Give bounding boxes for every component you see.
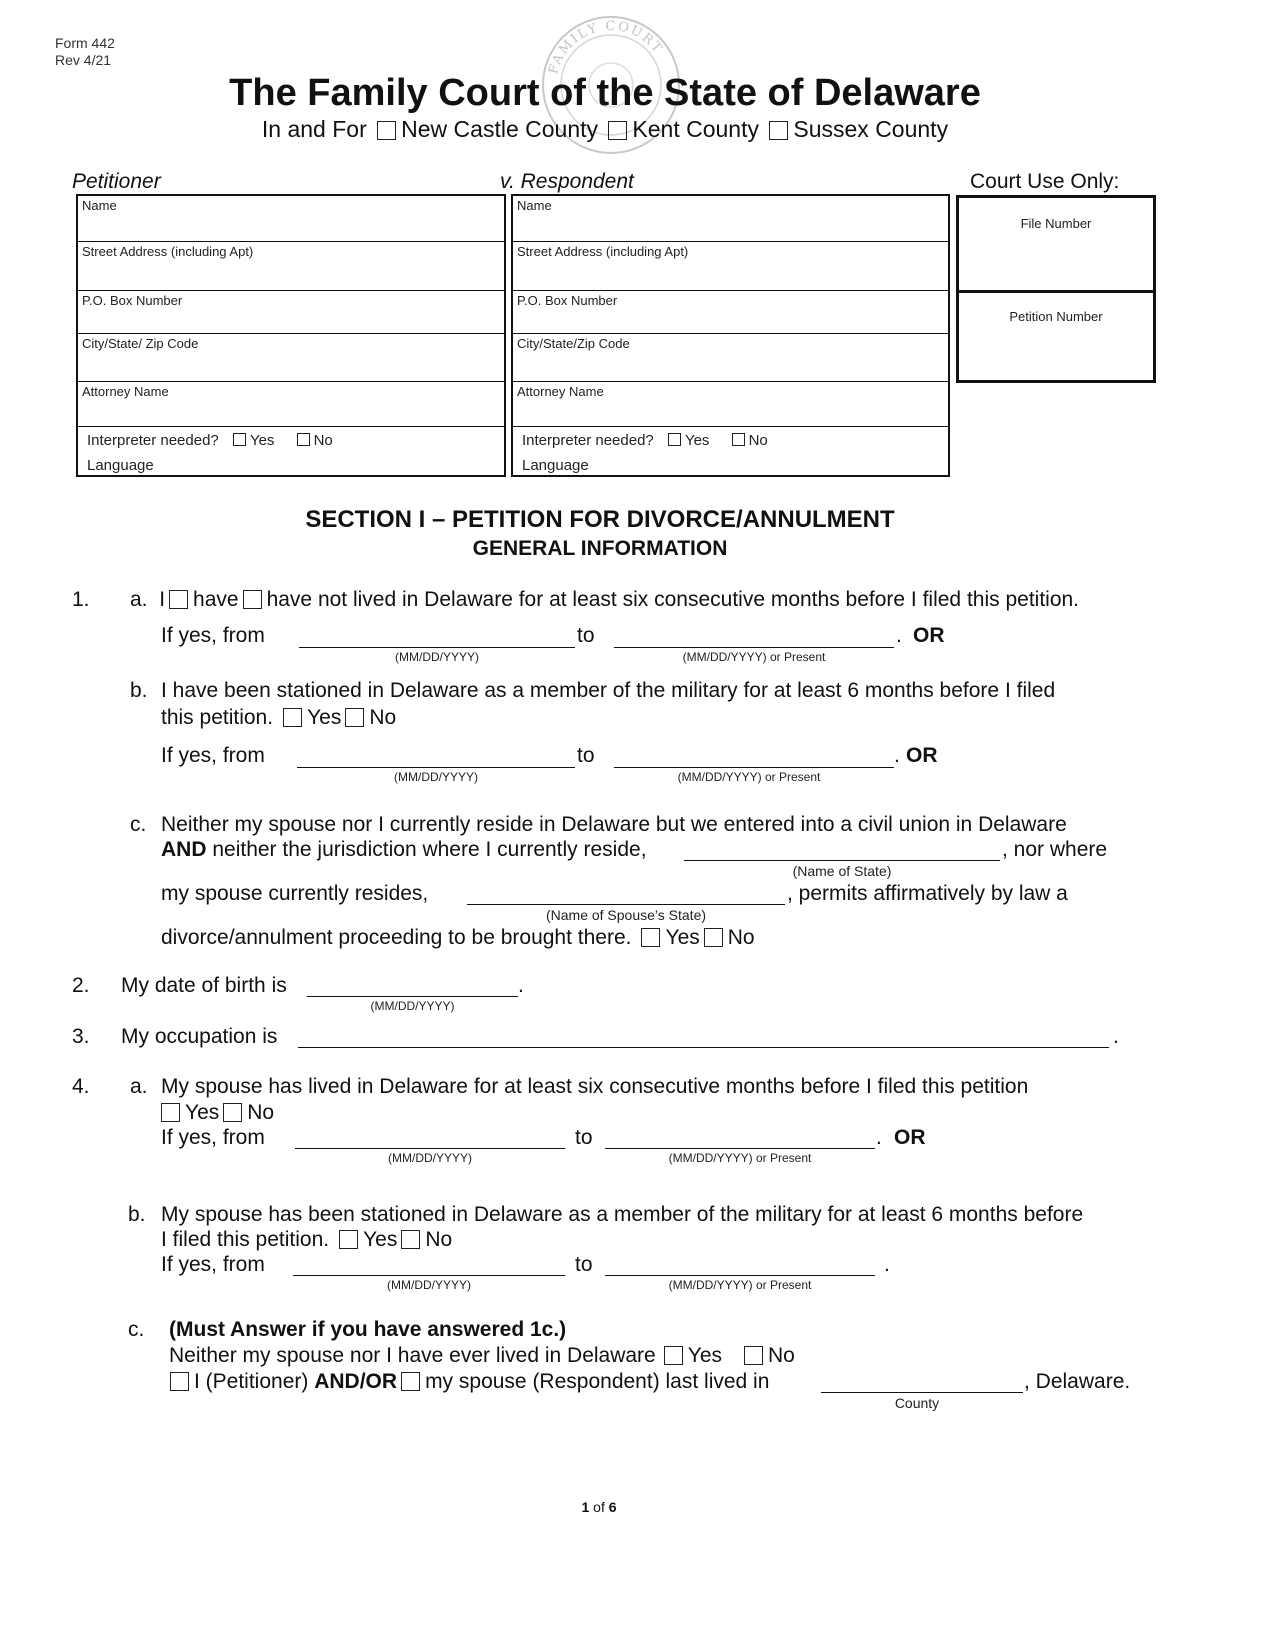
q1b-line2-text: this petition. bbox=[161, 706, 274, 729]
page-number bbox=[0, 1499, 1198, 1515]
field-label: Attorney Name bbox=[517, 384, 604, 399]
q4a-letter: a. bbox=[130, 1075, 148, 1098]
q4c-line2 bbox=[169, 1344, 795, 1368]
q1a-from-date-field[interactable] bbox=[299, 647, 575, 648]
q4b-line1: My spouse has been stationed in Delaware as a member of the military for at least 6 months before bbox=[161, 1203, 1084, 1226]
respondent-name-field[interactable] bbox=[513, 196, 948, 242]
and-bold: AND bbox=[161, 838, 207, 861]
section-subtitle: GENERAL INFORMATION bbox=[472, 537, 728, 560]
interpreter-label: Interpreter needed? bbox=[522, 432, 654, 449]
q1a-text bbox=[130, 588, 1079, 612]
q1c-letter: c. bbox=[130, 813, 147, 836]
yes-label: Yes bbox=[665, 926, 700, 949]
page-of: of bbox=[593, 1499, 605, 1515]
spouse-state-hint: (Name of Spouse’s State) bbox=[545, 907, 707, 923]
yes-label: Yes bbox=[307, 706, 342, 729]
petition-number-field[interactable] bbox=[959, 293, 1153, 380]
no-label: No bbox=[727, 926, 755, 949]
petitioner-interpreter-row bbox=[78, 427, 504, 475]
field-label: P.O. Box Number bbox=[82, 293, 183, 308]
respondent-attorney-field[interactable] bbox=[513, 382, 948, 427]
andor-bold: AND/OR bbox=[314, 1370, 398, 1393]
date-hint: (MM/DD/YYYY) bbox=[388, 1151, 472, 1165]
yes-label: Yes bbox=[684, 432, 710, 449]
q4b-yes-checkbox[interactable] bbox=[339, 1230, 358, 1249]
state-hint: (Name of State) bbox=[792, 863, 892, 879]
field-label: Attorney Name bbox=[82, 384, 169, 399]
petitioner-box bbox=[76, 194, 506, 477]
yes-label: Yes bbox=[363, 1228, 398, 1251]
q3-text: My occupation is bbox=[121, 1025, 278, 1048]
petitioner-street-field[interactable] bbox=[78, 242, 504, 291]
respondent-pobox-field[interactable] bbox=[513, 291, 948, 334]
q1c-line2 bbox=[161, 838, 647, 862]
date-present-hint: (MM/DD/YYYY) or Present bbox=[682, 650, 826, 664]
respondent-interpreter-row bbox=[513, 427, 948, 475]
q1b-letter: b. bbox=[130, 679, 148, 702]
date-present-hint: (MM/DD/YYYY) or Present bbox=[677, 770, 821, 784]
q4a-from-date-field[interactable] bbox=[295, 1148, 565, 1149]
q4b-to-date-field[interactable] bbox=[605, 1275, 875, 1276]
field-label: Name bbox=[517, 198, 552, 213]
county-selector bbox=[0, 116, 1210, 143]
period: . bbox=[896, 624, 902, 647]
date-hint: (MM/DD/YYYY) bbox=[394, 770, 478, 784]
petitioner-pobox-field[interactable] bbox=[78, 291, 504, 334]
language-field[interactable] bbox=[522, 457, 589, 474]
q4a-text: My spouse has lived in Delaware for at least six consecutive months before I filed this petition bbox=[161, 1075, 1029, 1098]
no-label: No bbox=[425, 1228, 453, 1251]
q4a-to-date-field[interactable] bbox=[605, 1148, 875, 1149]
yes-label: Yes bbox=[185, 1101, 220, 1124]
county-hint: County bbox=[894, 1395, 940, 1411]
period: . bbox=[894, 744, 900, 767]
section-title: SECTION I – PETITION FOR DIVORCE/ANNULMENT bbox=[305, 506, 895, 533]
date-hint: (MM/DD/YYYY) bbox=[395, 650, 479, 664]
period: . bbox=[876, 1126, 882, 1149]
q1c-line4-text: divorce/annulment proceeding to be brought there. bbox=[161, 926, 632, 949]
q4c-no-checkbox[interactable] bbox=[744, 1346, 763, 1365]
q1c-spouse-state-field[interactable] bbox=[467, 904, 785, 905]
q4b-line2-text: I filed this petition. bbox=[161, 1228, 330, 1251]
q1c-line2-end: , nor where bbox=[1002, 838, 1108, 861]
q1b-line1: I have been stationed in Delaware as a member of the military for at least 6 months before I filed bbox=[161, 679, 1056, 702]
period: . bbox=[518, 974, 524, 997]
petitioner-city-field[interactable] bbox=[78, 334, 504, 382]
or-label: OR bbox=[906, 744, 938, 767]
q4b-if-yes-label: If yes, from bbox=[161, 1253, 265, 1276]
petitioner-name-field[interactable] bbox=[78, 196, 504, 242]
in-and-for-label: In and For bbox=[261, 116, 367, 142]
field-label: City/State/ Zip Code bbox=[82, 336, 199, 351]
q2-number: 2. bbox=[72, 974, 90, 997]
to-label: to bbox=[577, 744, 595, 767]
dob-field[interactable] bbox=[307, 996, 518, 997]
q4-number: 4. bbox=[72, 1075, 90, 1098]
q4b-letter: b. bbox=[128, 1203, 146, 1226]
q1b-from-date-field[interactable] bbox=[297, 767, 575, 768]
q1c-line2-text: neither the jurisdiction where I currently reside, bbox=[212, 838, 647, 861]
q1a-if-yes-label: If yes, from bbox=[161, 624, 265, 647]
or-label: OR bbox=[913, 624, 945, 647]
q4b-line2 bbox=[161, 1228, 452, 1252]
court-use-box bbox=[956, 195, 1156, 383]
interpreter-label: Interpreter needed? bbox=[87, 432, 219, 449]
q1c-yes-checkbox[interactable] bbox=[641, 928, 660, 947]
q1b-if-yes-label: If yes, from bbox=[161, 744, 265, 767]
q1a-have-checkbox[interactable] bbox=[169, 590, 188, 609]
q4a-if-yes-label: If yes, from bbox=[161, 1126, 265, 1149]
no-label: No bbox=[768, 1344, 795, 1367]
form-number: Form 442 bbox=[55, 35, 115, 51]
q3-number: 3. bbox=[72, 1025, 90, 1048]
q1a-to-date-field[interactable] bbox=[614, 647, 894, 648]
q1-number: 1. bbox=[72, 588, 90, 611]
respondent-box bbox=[511, 194, 950, 477]
q1b-to-date-field[interactable] bbox=[614, 767, 894, 768]
q4a-yes-no bbox=[157, 1101, 274, 1125]
no-label: No bbox=[313, 432, 333, 449]
q4b-from-date-field[interactable] bbox=[293, 1275, 565, 1276]
to-label: to bbox=[577, 624, 595, 647]
form-revision: Rev 4/21 bbox=[55, 52, 112, 68]
period: . bbox=[884, 1253, 890, 1276]
interpreter-no-checkbox[interactable] bbox=[732, 433, 745, 446]
language-field[interactable] bbox=[87, 457, 154, 474]
q1c-line1: Neither my spouse nor I currently reside in Delaware but we entered into a civil union in Delaware bbox=[161, 813, 1067, 836]
sussex-label: Sussex County bbox=[793, 116, 949, 142]
date-hint: (MM/DD/YYYY) bbox=[387, 1278, 471, 1292]
q1b-no-checkbox[interactable] bbox=[345, 708, 364, 727]
q4c-letter: c. bbox=[128, 1318, 145, 1341]
interpreter-yes-checkbox[interactable] bbox=[233, 433, 246, 446]
new-castle-label: New Castle County bbox=[401, 116, 598, 142]
q4a-yes-checkbox[interactable] bbox=[161, 1103, 180, 1122]
q1a-rest: have not lived in Delaware for at least six consecutive months before I filed this petition. bbox=[266, 588, 1080, 611]
language-label: Language bbox=[87, 457, 154, 474]
q1c-line3: my spouse currently resides, bbox=[161, 882, 429, 905]
new-castle-checkbox[interactable] bbox=[377, 121, 396, 140]
field-label: Street Address (including Apt) bbox=[82, 244, 254, 259]
q1c-no-checkbox[interactable] bbox=[704, 928, 723, 947]
petitioner-attorney-field[interactable] bbox=[78, 382, 504, 427]
q4a-no-checkbox[interactable] bbox=[223, 1103, 242, 1122]
period: . bbox=[1113, 1025, 1119, 1048]
q4c-must: (Must Answer if you have answered 1c.) bbox=[169, 1318, 567, 1341]
no-label: No bbox=[369, 706, 397, 729]
dob-hint: (MM/DD/YYYY) bbox=[370, 999, 455, 1013]
spouse-checkbox[interactable] bbox=[401, 1372, 420, 1391]
to-label: to bbox=[575, 1253, 593, 1276]
q1b-yes-checkbox[interactable] bbox=[283, 708, 302, 727]
last-county-field[interactable] bbox=[821, 1392, 1023, 1393]
yes-label: Yes bbox=[249, 432, 275, 449]
no-label: No bbox=[748, 432, 768, 449]
petitioner-heading: Petitioner bbox=[72, 170, 161, 193]
q1a-pre: I bbox=[159, 588, 166, 611]
sussex-checkbox[interactable] bbox=[769, 121, 788, 140]
petition-number-label: Petition Number bbox=[1009, 309, 1103, 324]
q1a-have: have bbox=[193, 588, 239, 611]
court-use-heading: Court Use Only: bbox=[970, 170, 1120, 193]
file-number-label: File Number bbox=[1020, 216, 1092, 231]
field-label: City/State/Zip Code bbox=[517, 336, 630, 351]
kent-checkbox[interactable] bbox=[608, 121, 627, 140]
petitioner-label: I (Petitioner) bbox=[194, 1370, 309, 1393]
date-present-hint: (MM/DD/YYYY) or Present bbox=[668, 1151, 812, 1165]
file-number-field[interactable] bbox=[959, 198, 1153, 293]
no-label: No bbox=[247, 1101, 275, 1124]
respondent-street-field[interactable] bbox=[513, 242, 948, 291]
field-label: P.O. Box Number bbox=[517, 293, 618, 308]
interpreter-no-checkbox[interactable] bbox=[297, 433, 310, 446]
occupation-field[interactable] bbox=[298, 1047, 1109, 1048]
field-label: Street Address (including Apt) bbox=[517, 244, 689, 259]
page-title: The Family Court of the State of Delaware bbox=[229, 72, 981, 114]
petitioner-checkbox[interactable] bbox=[170, 1372, 189, 1391]
q1a-letter: a. bbox=[130, 588, 148, 611]
q2-text: My date of birth is bbox=[121, 974, 287, 997]
interpreter-yes-checkbox[interactable] bbox=[668, 433, 681, 446]
respondent-heading: v. Respondent bbox=[500, 170, 634, 193]
q1c-line3-end: , permits affirmatively by law a bbox=[787, 882, 1068, 905]
spouse-label: my spouse (Respondent) last lived in bbox=[425, 1370, 770, 1393]
to-label: to bbox=[575, 1126, 593, 1149]
q1c-state-field[interactable] bbox=[684, 860, 1000, 861]
q1a-have-not-checkbox[interactable] bbox=[243, 590, 262, 609]
date-present-hint: (MM/DD/YYYY) or Present bbox=[668, 1278, 812, 1292]
language-label: Language bbox=[522, 457, 589, 474]
q4c-line2-text: Neither my spouse nor I have ever lived in Delaware bbox=[169, 1344, 656, 1367]
delaware-label: , Delaware. bbox=[1024, 1370, 1131, 1393]
field-label: Name bbox=[82, 198, 117, 213]
q1c-line4 bbox=[161, 926, 755, 950]
q4c-line3 bbox=[166, 1370, 769, 1394]
page-current: 1 bbox=[581, 1499, 590, 1515]
yes-label: Yes bbox=[687, 1344, 722, 1367]
q4b-no-checkbox[interactable] bbox=[401, 1230, 420, 1249]
svg-text:FAMILY COURT: FAMILY COURT bbox=[546, 18, 666, 76]
page-total: 6 bbox=[608, 1499, 617, 1515]
or-label: OR bbox=[894, 1126, 926, 1149]
kent-label: Kent County bbox=[632, 116, 759, 142]
respondent-city-field[interactable] bbox=[513, 334, 948, 382]
q1b-line2 bbox=[161, 706, 396, 730]
q4c-yes-checkbox[interactable] bbox=[664, 1346, 683, 1365]
